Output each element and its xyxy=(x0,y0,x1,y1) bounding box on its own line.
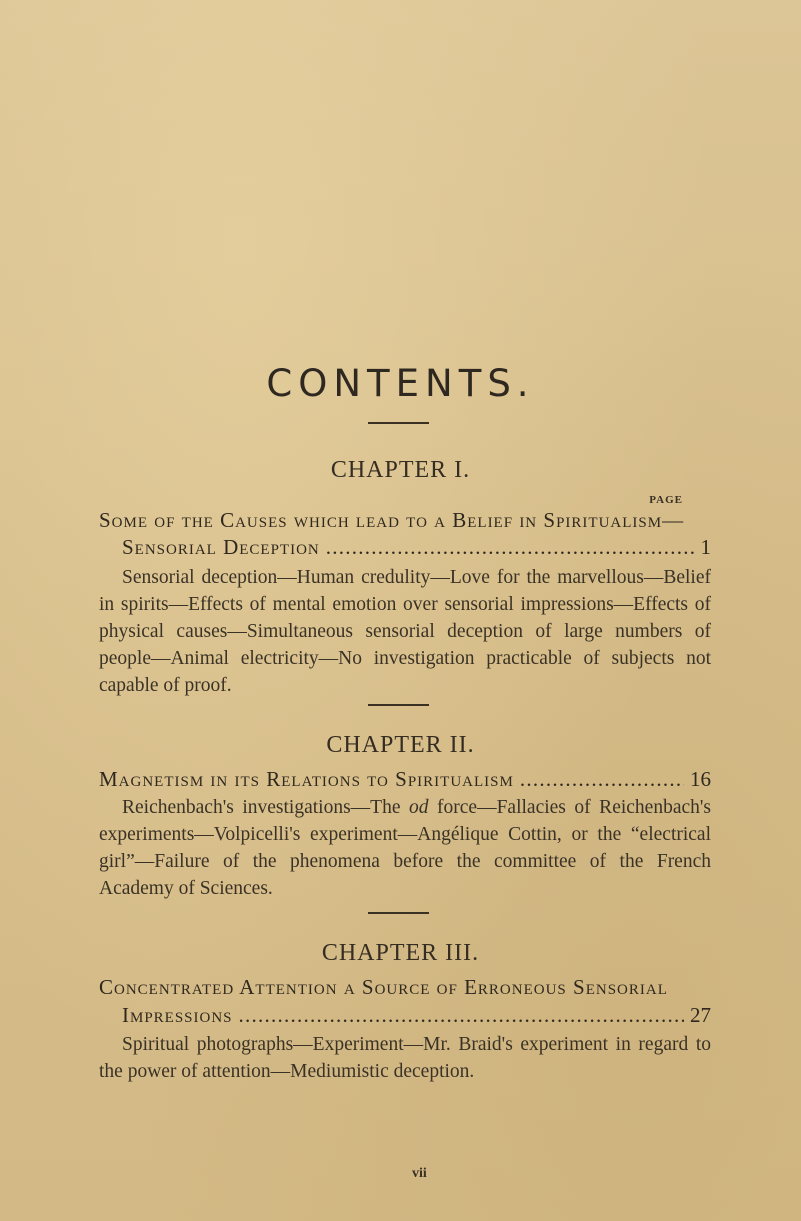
chapter-3-title-line-1: Concentrated Attention a Source of Erroneous Sensorial xyxy=(99,975,668,999)
chapter-2-rule xyxy=(368,912,429,914)
chapter-2-summary xyxy=(99,794,711,902)
chapter-3-heading: CHAPTER III. xyxy=(321,940,480,966)
chapter-1-summary xyxy=(99,564,711,699)
page-column-label: PAGE xyxy=(649,494,683,506)
chapter-3-summary xyxy=(99,1031,711,1085)
page-folio: vii xyxy=(412,1166,427,1181)
chapter-1-heading: CHAPTER I. xyxy=(330,457,471,483)
chapter-3-summary-text: Spiritual photographs—Experiment—Mr. Braid's experiment in regard to the power of attention—Mediumistic deception. xyxy=(99,1034,711,1082)
chapter-2-title-line xyxy=(99,767,711,792)
chapter-2-heading: CHAPTER II. xyxy=(326,732,475,758)
chapter-3-title-line-2 xyxy=(122,1003,711,1028)
chapter-1-title-text: Sensorial Deception xyxy=(122,535,320,559)
contents-title: CONTENTS. xyxy=(266,362,535,405)
chapter-3-title-text: Impressions xyxy=(122,1003,233,1027)
chapter-2-title-text: Magnetism in its Relations to Spiritualism xyxy=(99,767,514,791)
dot-leader xyxy=(326,535,695,560)
dot-leader xyxy=(520,767,684,792)
chapter-2-page-number: 16 xyxy=(690,767,711,791)
title-rule xyxy=(368,422,429,424)
chapter-1-title-line-1: Some of the Causes which lead to a Belief in Spiritualism— xyxy=(99,508,685,532)
chapter-1-title-line-2 xyxy=(122,535,711,560)
dot-leader xyxy=(239,1003,684,1028)
chapter-1-page-number: 1 xyxy=(700,535,711,559)
chapter-3-page-number: 27 xyxy=(690,1003,711,1027)
chapter-1-summary-text: Sensorial deception—Human credulity—Love for the marvellous—Belief in spirits—Effects of mental emotion over sensorial impressions—Effects of physical causes—Simultaneous sensorial deception of large numbers of people—Animal electricity—No investigation practicable of subjects not capable of proof. xyxy=(99,567,711,696)
chapter-2-summary-end: force—Fallacies of Reichenbach's experiments—Volpicelli's experiment—Angélique Cottin, or the “electrical girl”—Failure of the phenomena before the committee of the French Academy of Sciences. xyxy=(99,797,711,899)
chapter-2-summary-italic: od xyxy=(409,797,429,818)
chapter-1-rule xyxy=(368,704,429,706)
chapter-2-summary-start: Reichenbach's investigations—The xyxy=(122,797,409,818)
